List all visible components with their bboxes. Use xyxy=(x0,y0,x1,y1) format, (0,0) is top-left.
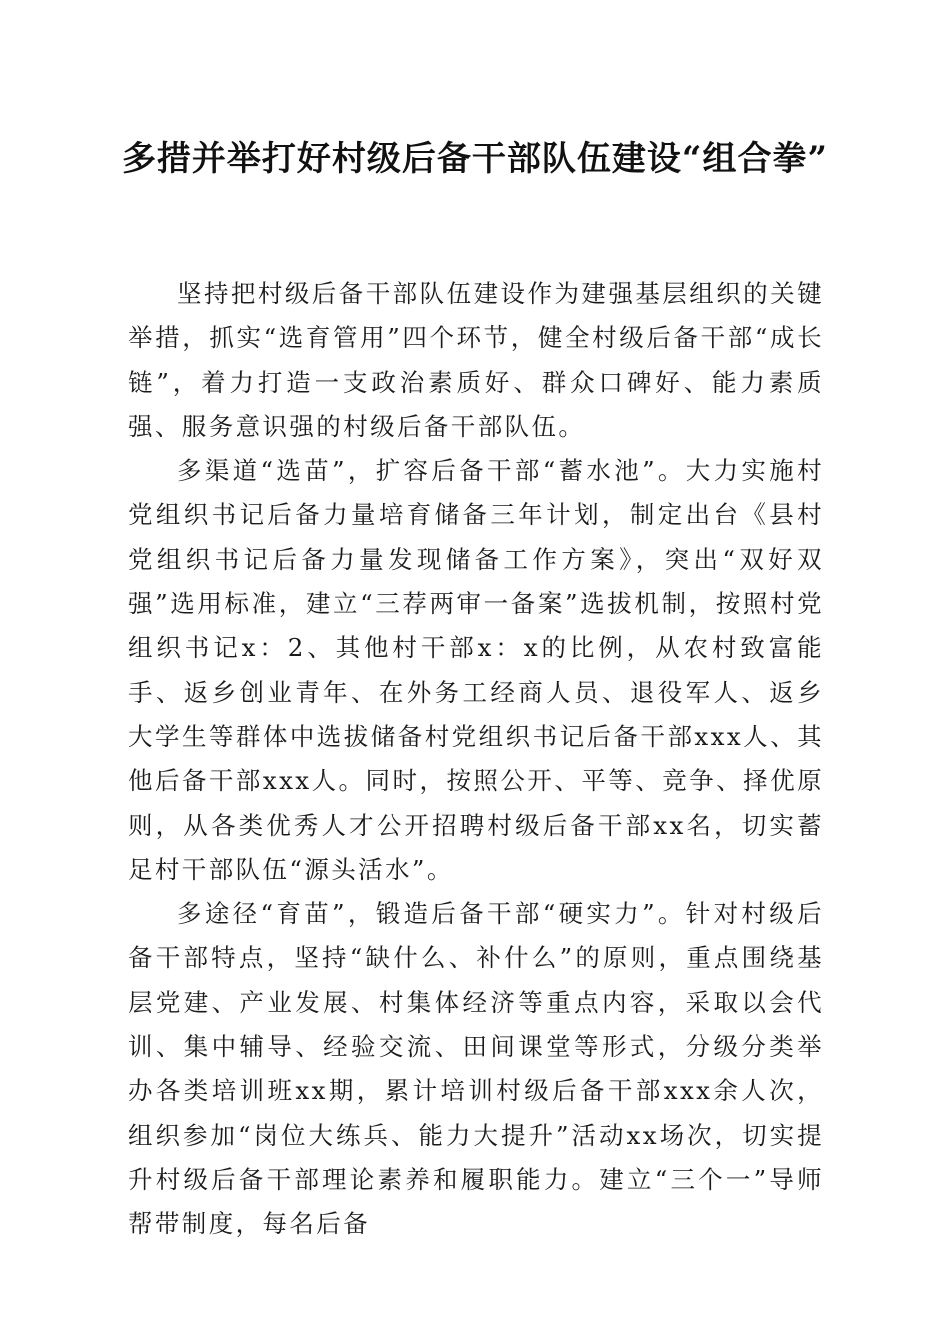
paragraph-intro: 坚持把村级后备干部队伍建设作为建强基层组织的关键举措，抓实“选育管用”四个环节，健全村级后备干部“成长链”，着力打造一支政治素质好、群众口碑好、能力素质强、服务意识强的村级后备干部队伍。 xyxy=(128,279,824,441)
document-body xyxy=(128,272,824,1247)
document-title: 多措并举打好村级后备干部队伍建设“组合拳” xyxy=(121,139,829,179)
paragraph-selection: 多渠道“选苗”，扩容后备干部“蓄水池”。大力实施村党组织书记后备力量培育储备三年计划，制定出台《县村党组织书记后备力量发现储备工作方案》，突出“双好双强”选用标准，建立“三荐两审一备案”选拔机制，按照村党组织书记x：2、其他村干部x：x的比例，从农村致富能手、返乡创业青年、在外务工经商人员、退役军人、返乡大学生等群体中选拔储备村党组织书记后备干部xxx人、其他后备干部xxx人。同时，按照公开、平等、竞争、择优原则，从各类优秀人才公开招聘村级后备干部xx名，切实蓄足村干部队伍“源头活水”。 xyxy=(128,456,824,884)
paragraph-training: 多途径“育苗”，锻造后备干部“硬实力”。针对村级后备干部特点，坚持“缺什么、补什么”的原则，重点围绕基层党建、产业发展、村集体经济等重点内容，采取以会代训、集中辅导、经验交流、田间课堂等形式，分级分类举办各类培训班xx期，累计培训村级后备干部xxx余人次，组织参加“岗位大练兵、能力大提升”活动xx场次，切实提升村级后备干部理论素养和履职能力。建立“三个一”导师帮带制度，每名后备 xyxy=(128,899,824,1239)
